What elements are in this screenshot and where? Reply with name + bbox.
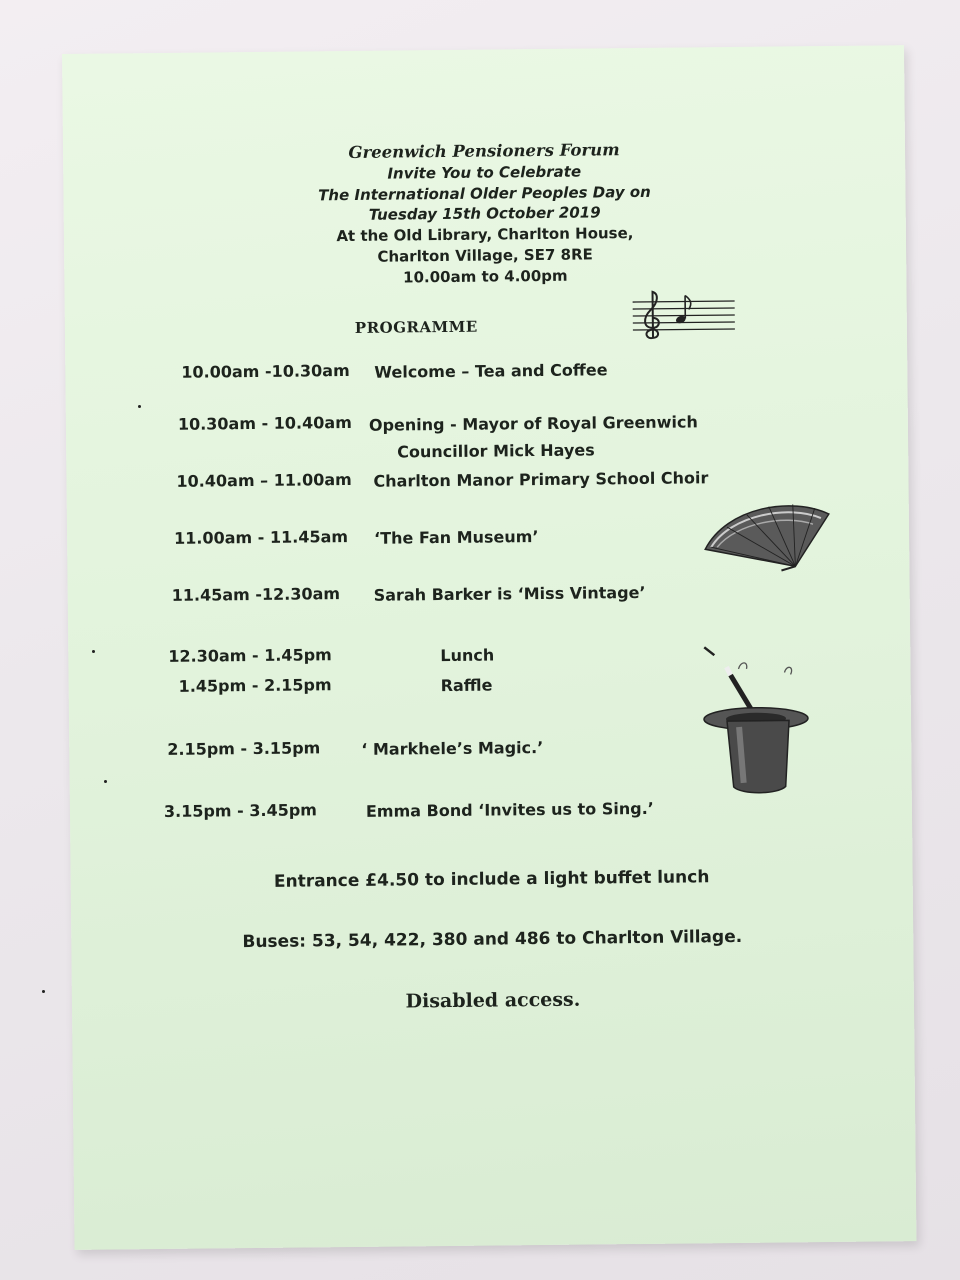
venue-line-1: At the Old Library, Charlton House,: [336, 224, 634, 246]
schedule-event: Opening - Mayor of Royal Greenwich: [368, 412, 698, 435]
event-hours: 10.00am to 4.00pm: [403, 266, 568, 287]
music-notes-icon: [630, 287, 737, 344]
event-date: Tuesday 15th October 2019: [368, 203, 601, 224]
schedule-event-detail: Councillor Mick Hayes: [397, 440, 595, 462]
schedule-time: 2.15pm - 3.15pm: [167, 738, 321, 759]
speck: [92, 650, 95, 653]
hand-fan-icon: [697, 496, 838, 573]
schedule-time: 10.40am – 11.00am: [176, 469, 352, 491]
schedule-time: 3.15pm - 3.45pm: [163, 800, 318, 821]
event-name-line: The International Older Peoples Day on: [318, 182, 651, 205]
speck: [104, 780, 107, 783]
schedule-event: Emma Bond ‘Invites us to Sing.’: [365, 798, 654, 821]
schedule-event: ‘ Markhele’s Magic.’: [361, 737, 544, 759]
speck: [138, 405, 141, 408]
schedule-time: 11.00am - 11.45am: [173, 527, 349, 548]
bus-routes-note: Buses: 53, 54, 422, 380 and 486 to Charlton Village.: [242, 926, 743, 953]
disabled-access-note: Disabled access.: [405, 988, 581, 1013]
magic-hat-icon: [698, 642, 816, 803]
speck: [42, 990, 45, 993]
schedule-event: Lunch: [440, 645, 495, 666]
schedule-event: Raffle: [440, 675, 493, 696]
organisation-name: Greenwich Pensioners Forum: [348, 140, 620, 163]
entrance-fee-note: Entrance £4.50 to include a light buffet lunch: [273, 867, 710, 892]
schedule-event: Sarah Barker is ‘Miss Vintage’: [373, 582, 646, 605]
schedule-time: 10.00am -10.30am: [181, 361, 350, 382]
flyer-sheet: [62, 45, 916, 1250]
schedule-event: Welcome – Tea and Coffee: [374, 360, 608, 382]
schedule-time: 11.45am -12.30am: [171, 584, 341, 605]
schedule-event: Charlton Manor Primary School Choir: [373, 468, 709, 491]
programme-title: PROGRAMME: [354, 317, 478, 337]
schedule-time: 12.30am - 1.45pm: [168, 645, 332, 666]
schedule-time: 1.45pm - 2.15pm: [178, 675, 332, 696]
schedule-time: 10.30am - 10.40am: [177, 412, 352, 434]
venue-line-2: Charlton Village, SE7 8RE: [377, 245, 593, 266]
schedule-event: ‘The Fan Museum’: [373, 527, 539, 548]
invite-line: Invite You to Celebrate: [387, 162, 582, 183]
